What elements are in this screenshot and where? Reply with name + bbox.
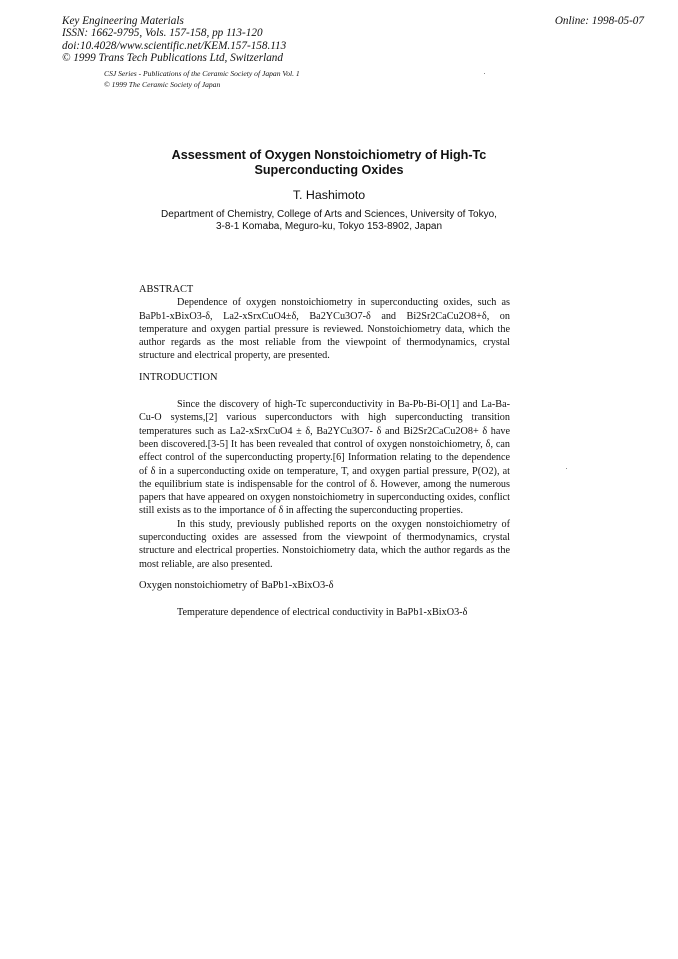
author-name: T. Hashimoto xyxy=(292,188,366,202)
journal-header xyxy=(62,15,286,65)
issn-line: ISSN: 1662-9795, Vols. 157-158, pp 113-120 xyxy=(62,27,263,40)
online-date: Online: 1998-05-07 xyxy=(554,15,644,27)
paper-body xyxy=(139,283,510,620)
abstract-heading: ABSTRACT xyxy=(139,284,194,295)
introduction-paragraph-2: In this study, previously published reports on the oxygen nonstoichiometry of superconducting oxides are assessed from the viewpoint of thermodynamics, crystal structure and electrical properties. Nonstoichiometry data, which the author regards as the most reliable, are also presented. xyxy=(139,518,510,570)
series-line-1: CSJ Series - Publications of the Ceramic Society of Japan Vol. 1 xyxy=(104,69,300,78)
speck-mark xyxy=(484,73,485,74)
affiliation: Department of Chemistry, College of Arts and Sciences, University of Tokyo, 3-8-1 Komaba, Meguro-ku, Tokyo 153-8902, Japan xyxy=(161,209,497,233)
series-line-2: © 1999 The Ceramic Society of Japan xyxy=(104,80,221,89)
series-note xyxy=(104,68,300,90)
section-heading: Oxygen nonstoichiometry of BaPb1-xBixO3-δ xyxy=(139,579,334,591)
speck-mark xyxy=(566,468,567,469)
doi-line: doi:10.4028/www.scientific.net/KEM.157-158.113 xyxy=(62,39,287,52)
journal-name: Key Engineering Materials xyxy=(62,15,184,27)
section-paragraph: Temperature dependence of electrical conductivity in BaPb1-xBixO3-δ xyxy=(177,607,468,619)
title-block xyxy=(140,148,518,234)
abstract-text: Dependence of oxygen nonstoichiometry in superconducting oxides, such as BaPb1-xBixO3-δ, La2-xSrxCuO4±δ, Ba2YCu3O7-δ and Bi2Sr2CaCu2O8+δ, on temperature and oxygen partial pressure is reviewed. Nonstoichiometry data, which the author regards as the most reliable from the viewpoint of thermodynamics, crystal structure and electrical property, are presented. xyxy=(139,297,510,362)
introduction-paragraph-1: Since the discovery of high-Tc superconductivity in Ba-Pb-Bi-O[1] and La-Ba-Cu-O systems,[2] various superconductors with high superconducting transition temperatures such as La2-xSrxCuO4 ± δ, Ba2YCu3O7- δ and Bi2Sr2CaCu2O8+ δ have been discovered.[3-5] It has been revealed that control of oxygen nonstoichiometry, δ, can effect control of the superconducting property.[6] Information relating to the dependence of δ in a superconducting oxide on temperature, T, and oxygen partial pressure, P(O2), at the equilibrium state is indispensable for the control of δ. However, among the numerous papers that have appeared on oxygen nonstoichiometry in superconducting oxides, conflict still exists as to the importance of δ in affecting the superconducting properties. xyxy=(139,399,510,517)
copyright-line: © 1999 Trans Tech Publications Ltd, Switzerland xyxy=(62,52,283,65)
paper-title: Assessment of Oxygen Nonstoichiometry of High-Tc Superconducting Oxides xyxy=(171,148,487,177)
introduction-heading: INTRODUCTION xyxy=(139,371,218,383)
